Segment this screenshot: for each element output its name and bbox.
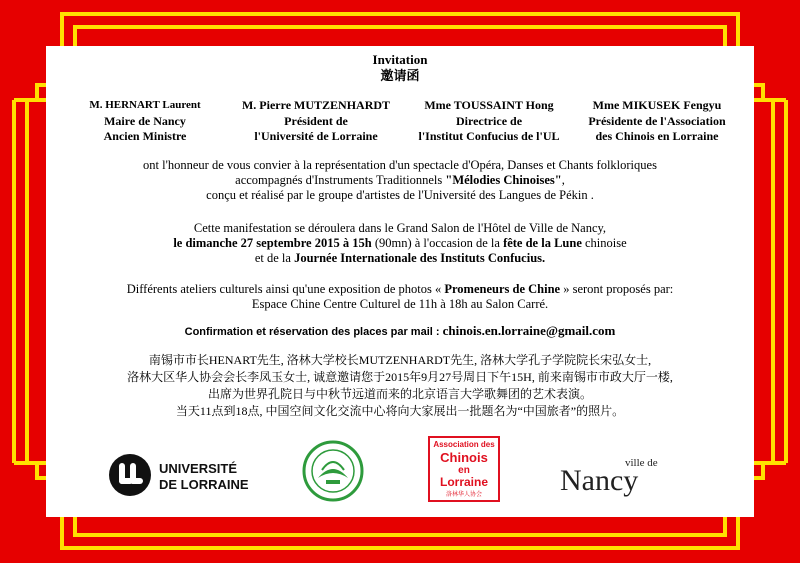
host-name: Mme TOUSSAINT Hong [424,98,554,112]
chinese-line: 当天11点到18点, 中国空间文化交流中心将向大家展出一批题名为“中国旅者”的照片。 [175,404,625,418]
paragraph-line [60,251,740,266]
paragraph-line: conçu et réalisé par le groupe d'artistes de l'Université des Langues de Pékin . [206,188,594,202]
festival-name: fête de la Lune [503,236,582,250]
invitation-title: Invitation [372,52,428,67]
paragraph-performance [60,158,740,203]
paragraph-workshops [60,282,740,312]
text-run: (90mn) à l'occasion de la [371,236,504,250]
host-role: l'Institut Confucius de l'UL [418,129,560,143]
host-role: Présidente de l'Association [588,113,726,128]
text-run: , [561,173,565,187]
chinese-line: 洛林大区华人协会会长李凤玉女士, 诚意邀请您于2015年9月27号周日下午15H, 前来南锡市市政大厅一楼, [127,370,673,384]
paragraph-event-details [60,221,740,266]
paragraph-line [60,282,740,297]
host-name: M. HERNART Laurent [89,99,201,111]
ul-logo-text: UNIVERSITÉ [159,461,238,476]
paragraph-line [60,173,740,188]
confucius-institute-logo [302,440,364,502]
host-role: l'Université de Lorraine [254,129,378,143]
paragraph-line: ont l'honneur de vous convier à la représentation d'un spectacle d'Opéra, Danses et Chants folkloriques [143,158,657,172]
host-role: Président de [284,113,348,128]
host-role: Ancien Ministre [103,129,187,143]
journee-name: Journée Internationale des Instituts Confucius. [294,251,546,265]
host-name: Mme MIKUSEK Fengyu [592,98,722,112]
nancy-logo-text: ville de [625,457,658,469]
host-role: Directrice de [455,113,523,128]
assoc-logo-text: en [458,465,470,476]
paragraph-line: Espace Chine Centre Culturel de 11h à 18h au Salon Carré. [251,297,549,311]
host-role: Maire de Nancy [104,113,186,128]
host-role: des Chinois en Lorraine [595,129,719,143]
text-run: et de la [254,251,295,265]
show-title: "Mélodies Chinoises" [445,173,562,187]
text-run: Différents ateliers culturels ainsi qu'une exposition de photos « [126,282,445,296]
assoc-logo-text: Association des [433,440,495,449]
text-run: accompagnés d'Instruments Traditionnels [235,173,446,187]
paragraph-line: Cette manifestation se déroulera dans le Grand Salon de l'Hôtel de Ville de Nancy, [193,221,607,235]
ville-de-nancy-logo [555,448,695,498]
host-confucius-director [404,98,574,145]
ul-logo-text: DE LORRAINE [159,477,249,492]
confirmation-label: Confirmation et réservation des places par mail : [184,326,443,338]
association-chinois-lorraine-logo [428,436,500,502]
assoc-logo-text: Lorraine [439,475,489,489]
host-name: M. Pierre MUTZENHARDT [241,98,391,112]
text-run: » seront proposés par: [560,282,674,296]
paragraph-line [60,236,740,251]
text-run: chinoise [581,236,627,250]
contact-email-link[interactable]: chinois.en.lorraine@gmail.com [442,323,616,338]
host-association-president [572,98,742,145]
chinese-line: 出席为世界孔院日与中秋节远道而来的北京语言大学歌舞团的艺术表演。 [207,387,592,401]
invitation-title-zh: 邀请函 [380,68,420,83]
chinese-line: 南锡市市长HENART先生, 洛林大学校长MUTZENHARDT先生, 洛林大学孔子学院院长宋弘女士, [148,353,652,367]
event-date: le dimanche 27 septembre 2015 à 15h [173,236,372,250]
exhibition-name: Promeneurs de Chine [444,282,561,296]
assoc-logo-text: Chinois [440,450,488,465]
host-university-president [226,98,406,145]
confirmation-line [60,323,740,339]
host-mayor [60,98,230,145]
partner-logos [0,440,800,510]
nancy-logo-text: Nancy [560,464,639,497]
assoc-logo-text: 洛林华人协会 [445,491,483,498]
chinese-invitation-text [60,352,740,420]
universite-de-lorraine-logo [105,450,255,500]
